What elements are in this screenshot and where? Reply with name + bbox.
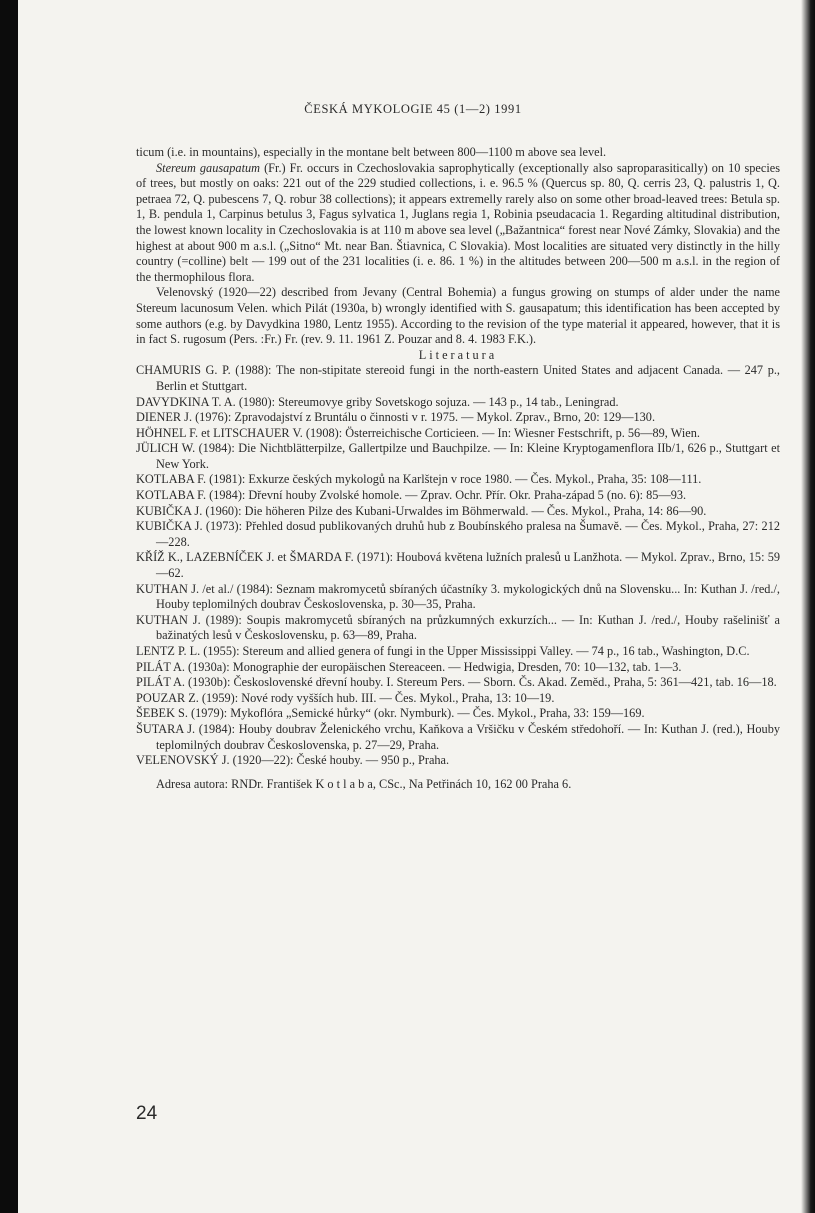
reference-entry: KOTLABA F. (1981): Exkurze českých mykologů na Karlštejn v roce 1980. — Čes. Mykol., Praha, 35: 108—111. xyxy=(136,472,702,487)
reference-entry: PILÁT A. (1930a): Monographie der europäischen Stereaceen. — Hedwigia, Dresden, 70: 10—132, tab. 1—3. xyxy=(136,659,682,674)
journal-page xyxy=(18,0,808,1213)
author-address: Adresa autora: RNDr. František K o t l a b a, CSc., Na Petřinách 10, 162 00 Praha 6. xyxy=(156,776,572,791)
reference-entry: KŘÍŽ K., LAZEBNÍČEK J. et ŠMARDA F. (1971): Houbová květena lužních pralesů u Lanžhota. — Mykol. Zprav., Brno, 15: 59—62. xyxy=(136,550,780,581)
reference-entry: KOTLABA F. (1984): Dřevní houby Zvolské homole. — Zprav. Ochr. Přír. Okr. Praha-západ 5 (no. 6): 85—93. xyxy=(136,488,687,503)
literature-heading: Literatura xyxy=(418,347,498,362)
paragraph-continuation: ticum (i.e. in mountains), especially in the montane belt between 800—1100 m above sea level. xyxy=(136,145,607,159)
reference-entry: LENTZ P. L. (1955): Stereum and allied genera of fungi in the Upper Mississippi Valley. — 74 p., 16 tab., Washington, D.C. xyxy=(136,644,750,658)
paragraph-stereum-gausapatum xyxy=(136,161,780,286)
paragraph-velenovsky: Velenovský (1920—22) described from Jevany (Central Bohemia) a fungus growing on stumps of alder under the name Stereum lacunosum Velen. which Pilát (1930a, b) wrongly identified with S. gausapatum; this identification has been accepted by some authors (e.g. by Davydkina 1980, Lentz 1955). According to the revision of the type material it appeared, however, that it is in fact S. rugosum (Pers. :Fr.) Fr. (rev. 9. 11. 1961 Z. Pouzar and 8. 4. 1983 F.K.). xyxy=(136,285,780,347)
scan-edge-shadow xyxy=(801,0,815,1213)
reference-entry: POUZAR Z. (1959): Nové rody vyšších hub. III. — Čes. Mykol., Praha, 13: 10—19. xyxy=(136,690,555,705)
reference-entry: KUTHAN J. (1989): Soupis makromycetů sbíraných na průzkumných exkurzích... — In: Kuthan J. /red./, Houby rašelinišť a bažinatých lesů v Československu, p. 63—89, Praha. xyxy=(136,612,780,643)
species-name: Stereum gausapatum xyxy=(156,160,261,175)
reference-entry: HÖHNEL F. et LITSCHAUER V. (1908): Österreichische Corticieen. — In: Wiesner Festschrift, p. 56—89, Wien. xyxy=(136,425,700,440)
reference-list xyxy=(136,363,780,768)
reference-entry: KUBIČKA J. (1960): Die höheren Pilze des Kubani-Urwaldes im Böhmerwald. — Čes. Mykol., Praha, 14: 86—90. xyxy=(136,503,707,518)
article-body xyxy=(136,145,780,792)
reference-entry: JÜLICH W. (1984): Die Nichtblätterpilze, Gallertpilze und Bauchpilze. — In: Kleine Kryptogamenflora IIb/1, 626 p., Stuttgart et New York. xyxy=(136,441,780,471)
reference-entry: VELENOVSKÝ J. (1920—22): České houby. — 950 p., Praha. xyxy=(136,753,450,768)
reference-entry: CHAMURIS G. P. (1988): The non-stipitate stereoid fungi in the north-eastern United States and adjacent Canada. — 247 p., Berlin et Stuttgart. xyxy=(136,363,780,393)
reference-entry: KUBIČKA J. (1973): Přehled dosud publikovaných druhů hub z Boubínského pralesa na Šumavě. — Čes. Mykol., Praha, 27: 212—228. xyxy=(136,519,780,549)
reference-entry: KUTHAN J. /et al./ (1984): Seznam makromycetů sbíraných účastníky 3. mykologických dnů na Slovensku... In: Kuthan J. /red./, Houby teplomilných doubrav Československa, p. 30—35, Praha. xyxy=(136,581,780,612)
running-header: ČESKÁ MYKOLOGIE 45 (1—2) 1991 xyxy=(304,102,522,116)
reference-entry: PILÁT A. (1930b): Československé dřevní houby. I. Stereum Pers. — Sborn. Čs. Akad. Zeměd., Praha, 5: 361—421, tab. 16—18. xyxy=(136,675,777,690)
paragraph-text: (Fr.) Fr. occurs in Czechoslovakia saprophytically (exceptionally also saproparasitically) on 10 species of trees, but mostly on oaks: 221 out of the 229 studied collections, i. e. 96.5 % (Quercus sp. 80, Q. cerris 23, Q. palustris 1, Q. petraea 72, Q. pubescens 7, Q. robur 38 collections); it appears extremelly rarely also on some other broad-leaved trees: Betula sp. 1, B. pendula 1, Carpinus betulus 3, Fagus sylvatica 1, Juglans regia 1, Robinia pseudacacia 1. Regarding altitudinal distribution, the lowest known locality in Czechoslovakia is at 110 m above sea level („Bažantnica“ forest near Nové Zámky, Slovakia) and the highest at about 900 m a.s.l. („Sitno“ Mt. near Ban. Štiavnica, C Slovakia). Most localities are situated very distinctly in the hilly country (=colline) belt — 199 out of the 231 localities (i. e. 86. 1 %) in the altitudes between 200—500 m a.s.l. in the region of the thermophilous flora. xyxy=(136,160,780,284)
reference-entry: DAVYDKINA T. A. (1980): Stereumovye griby Sovetskogo sojuza. — 143 p., 14 tab., Leningrad. xyxy=(136,394,619,409)
reference-entry: ŠUTARA J. (1984): Houby doubrav Želenického vrchu, Kaňkova a Vršičku v Českém středohoří. — In: Kuthan J. (red.), Houby teplomilných doubrav Československa, p. 27—29, Praha. xyxy=(136,721,780,752)
reference-entry: ŠEBEK S. (1979): Mykoflóra „Semické hůrky“ (okr. Nymburk). — Čes. Mykol., Praha, 33: 159—169. xyxy=(136,706,645,721)
reference-entry: DIENER J. (1976): Zpravodajství z Bruntálu o činnosti v r. 1975. — Mykol. Zprav., Brno, 20: 129—130. xyxy=(136,410,656,425)
page-number: 24 xyxy=(136,1103,158,1124)
